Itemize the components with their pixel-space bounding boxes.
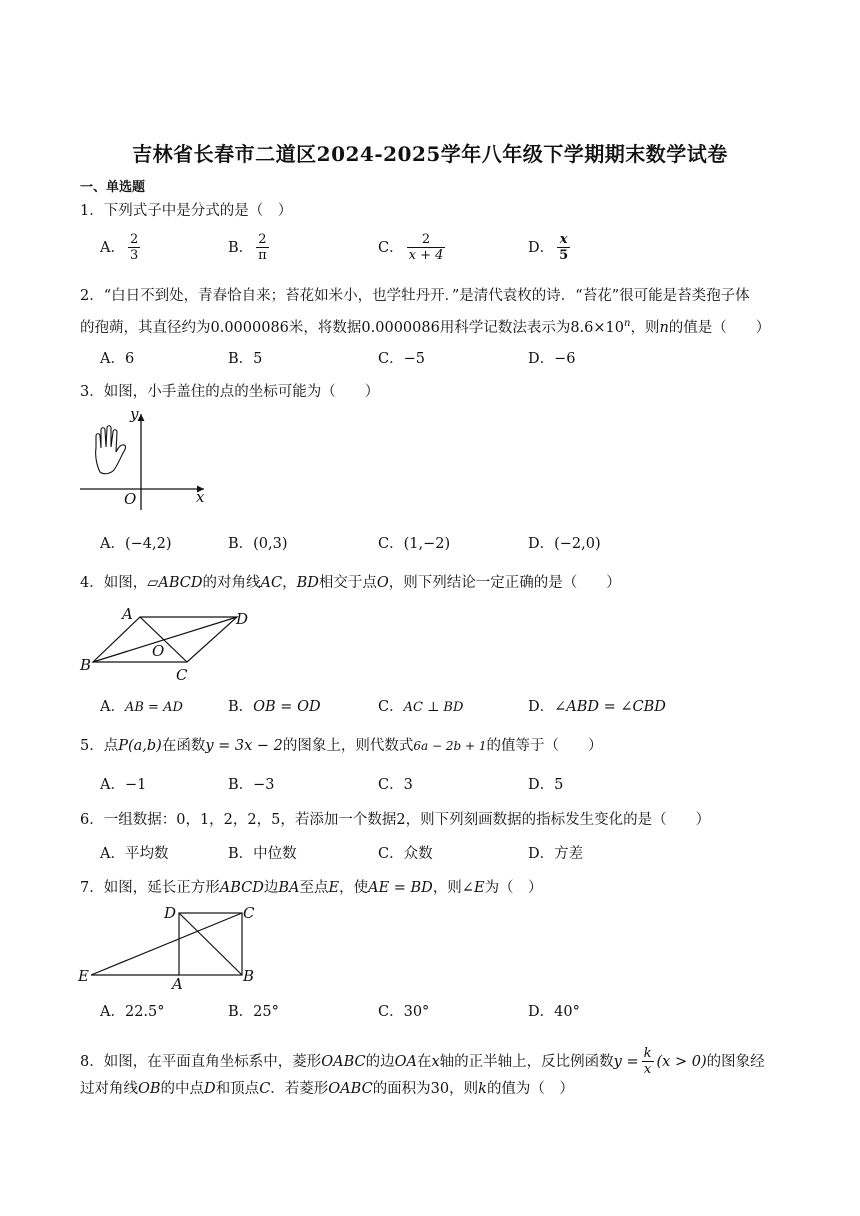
fraction: $\frac{k}{x}$ (643, 1046, 652, 1077)
fraction: $\frac{x}{5}$ (559, 232, 569, 263)
q7-option-c: C．30° (378, 1004, 430, 1020)
q3-option-d: D．(−2,0) (528, 536, 601, 552)
q3-option-b: B．(0,3) (228, 536, 288, 552)
q5-option-c: C．3 (378, 777, 413, 793)
question-8-line-1: 8．如图，在平面直角坐标系中，菱形OABC的边OA在x轴的正半轴上，反比例函数y = $\frac{k}{x}$ (x > 0)的图象经 (80, 1046, 765, 1077)
point-e-label: E (78, 967, 89, 985)
q3-coordinate-figure (76, 404, 216, 512)
point-b-label: B (80, 656, 92, 674)
q7-option-b: B．25° (228, 1004, 279, 1020)
question-4-stem: 4．如图，▱ABCD的对角线AC，BD相交于点O，则下列结论一定正确的是（ ） (80, 575, 621, 591)
origin-label: O (124, 490, 137, 508)
y-axis-label: y (130, 405, 139, 423)
point-c-label: C (176, 666, 188, 684)
hand-icon (96, 426, 126, 474)
q6-option-c: C．众数 (378, 846, 433, 862)
q1-option-d: D． $\frac{x}{5}$ (528, 232, 569, 263)
question-1-stem: 1．下列式子中是分式的是（ ） (80, 203, 293, 219)
q2-option-b: B．5 (228, 351, 263, 367)
q4-option-b: B．OB = OD (228, 699, 321, 715)
q5-option-a: A．−1 (100, 777, 147, 793)
point-c-label: C (243, 904, 255, 922)
point-d-label: D (236, 610, 249, 628)
point-o-label: O (152, 642, 165, 660)
diagonal-db (179, 913, 242, 975)
q4-option-d: D．∠ABD = ∠CBD (528, 699, 666, 715)
x-axis-label: x (196, 488, 205, 506)
question-2-line-2: 的孢蒴，其直径约为0.0000086米，将数据0.0000086用科学记数法表示为$8.6\times 10^n$，则n的值是（ ） (80, 318, 771, 336)
page-title: 吉林省长春市二道区2024-2025学年八年级下学期期末数学试卷 (132, 142, 728, 166)
question-6-stem: 6．一组数据：0，1，2，2，5，若添加一个数据2，则下列刻画数据的指标发生变化的是（ ） (80, 812, 711, 828)
q1-option-c: C． $\frac{2}{x + 4}$ (378, 232, 444, 263)
q7-square-figure (76, 900, 266, 992)
point-a-label: A (122, 605, 133, 623)
point-d-label: D (164, 904, 177, 922)
question-2-line-1: 2．“白日不到处，青春恰自来；苔花如米小，也学牡丹开．”是清代袁枚的诗．“苔花”很可能是苔类孢子体 (80, 288, 750, 304)
fraction: $\frac{2}{\pi}$ (258, 232, 267, 263)
q7-option-d: D．40° (528, 1004, 580, 1020)
fraction: $\frac{2}{x + 4}$ (408, 232, 444, 263)
q4-parallelogram-figure (76, 600, 266, 686)
q2-option-c: C．−5 (378, 351, 425, 367)
diagonal-bd (93, 617, 237, 662)
q6-option-d: D．方差 (528, 846, 584, 862)
q7-option-a: A．22.5° (100, 1004, 165, 1020)
q1-option-a: A． $\frac{2}{3}$ (100, 232, 139, 263)
question-8-line-2: 过对角线OB的中点D和顶点C．若菱形OABC的面积为30，则k的值为（ ） (80, 1081, 574, 1097)
q1-option-b: B． $\frac{2}{\pi}$ (228, 232, 267, 263)
point-a-label: A (172, 975, 183, 992)
q5-option-d: D．5 (528, 777, 564, 793)
question-7-stem: 7．如图，延长正方形ABCD边BA至点E，使AE = BD，则∠E为（ ） (80, 880, 543, 896)
q3-option-a: A．(−4,2) (100, 536, 172, 552)
q3-option-c: C．(1,−2) (378, 536, 451, 552)
segment-ec (91, 913, 242, 975)
q4-option-a: A．AB = AD (100, 699, 183, 715)
q2-option-a: A．6 (100, 351, 135, 367)
question-3-stem: 3．如图，小手盖住的点的坐标可能为（ ） (80, 384, 380, 400)
point-b-label: B (243, 967, 255, 985)
q2-option-d: D．−6 (528, 351, 576, 367)
q5-option-b: B．−3 (228, 777, 275, 793)
q6-option-b: B．中位数 (228, 846, 297, 862)
fraction: $\frac{2}{3}$ (129, 232, 139, 263)
question-5-stem: 5．点P(a,b)在函数y = 3x − 2的图象上，则代数式6a − 2b + 1的值等于（ ） (80, 738, 603, 754)
q6-option-a: A．平均数 (100, 846, 169, 862)
q4-option-c: C．AC ⊥ BD (378, 699, 464, 715)
section-heading: 一、单选题 (80, 180, 146, 195)
y-axis-arrow (138, 414, 145, 421)
